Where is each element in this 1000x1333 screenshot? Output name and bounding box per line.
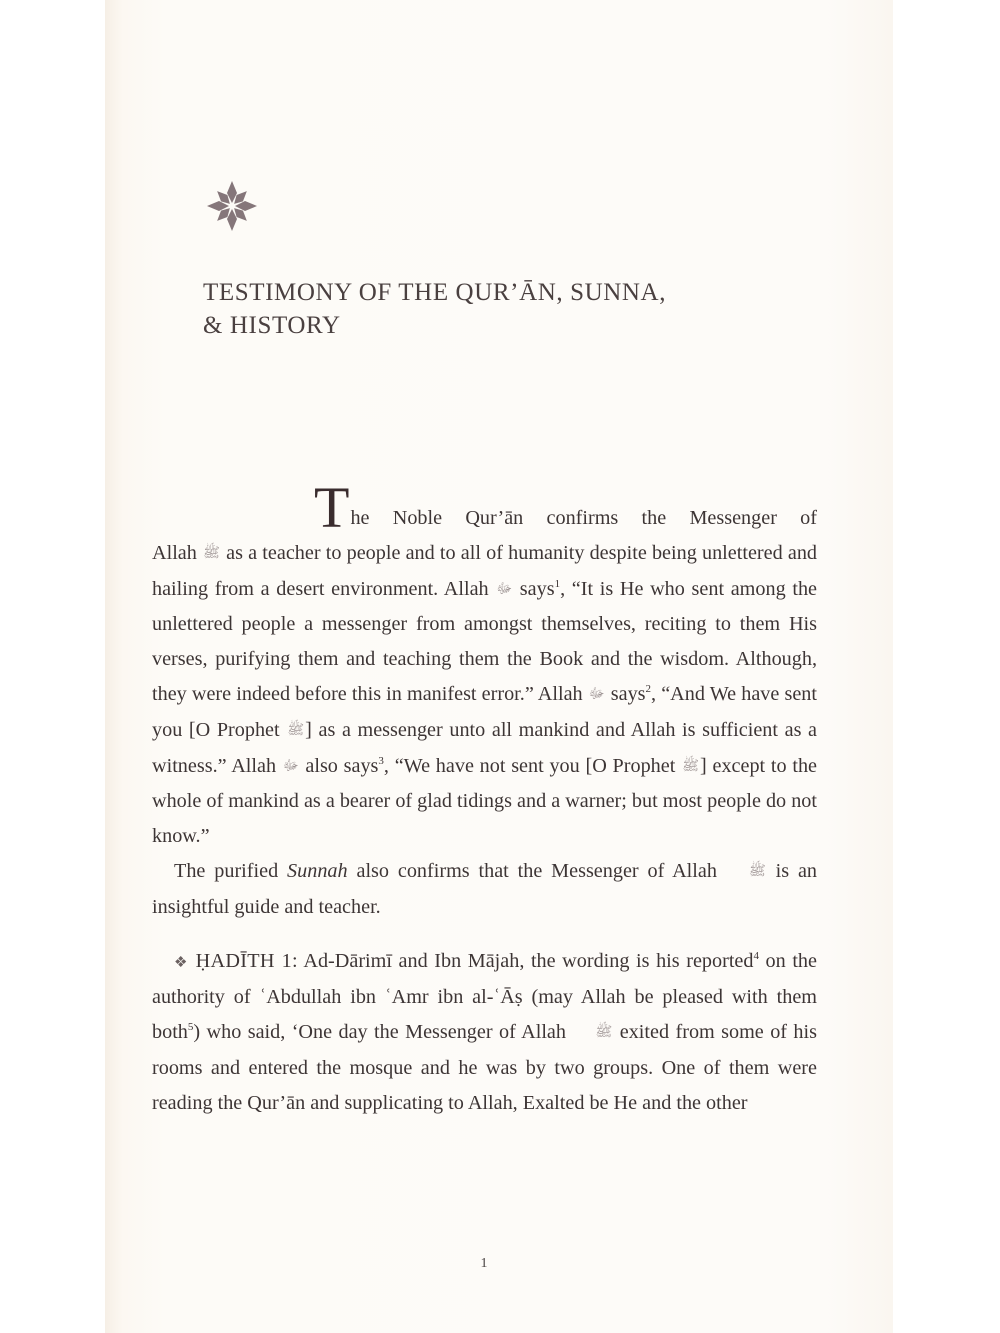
allah-honorific-icon: ﷻ [588, 686, 605, 702]
drop-cap: T [314, 475, 350, 540]
chapter-title [203, 276, 803, 342]
text-run: ] except to the whole of mankind as a bearer of glad tidings and a warner; but most people do not know.” [152, 754, 818, 848]
footnote-ref-1[interactable]: 1 [554, 577, 561, 590]
italic-term: Sunnah [287, 859, 348, 882]
bullet-ornament-icon: ❖ [174, 954, 189, 971]
text-run: exited from some of his rooms and entered the mosque and he was by two groups. One of them were reading the Qur’ān and supplicating to Allah, Exalted be He and the other [152, 1021, 817, 1114]
text-run: as a teacher to people and to all of humanity despite being unlettered and hailing from a desert environment. Allah [152, 541, 818, 600]
paragraph-sunnah [152, 854, 817, 925]
text-run: Allah [152, 541, 197, 564]
text-run: says [519, 577, 555, 600]
footnote-ref-3[interactable]: 3 [378, 754, 384, 767]
text-run: The purified [174, 859, 288, 882]
text-run: , “We have not sent you [O Prophet [383, 754, 676, 777]
allah-honorific-icon: ﷻ [496, 581, 513, 597]
text-run: also says [305, 754, 379, 777]
text-run: , “And We have sent you [O Prophet [152, 682, 818, 741]
prophet-honorific-icon: ﷺ [682, 758, 700, 774]
prophet-honorific-icon: ﷺ [287, 722, 305, 738]
text-run: , “It is He who sent among the unlettered people a messenger from amongst themselves, reciting to them His verses, purifying them and teaching them the Book and the wisdom. Although, they were indeed before this in manifest error.” Allah [152, 577, 817, 705]
eight-petal-star-icon [204, 178, 260, 234]
book-page [105, 0, 893, 1333]
body-text [152, 475, 818, 1121]
footnote-ref-4[interactable]: 4 [753, 949, 759, 962]
page-number: 1 [480, 1256, 488, 1271]
paragraph-quran-testimony [152, 475, 818, 854]
text-run: says [610, 682, 646, 705]
footnote-ref-5[interactable]: 5 [187, 1021, 194, 1034]
prophet-honorific-icon: ﷺ [595, 1025, 613, 1041]
first-line-text: he Noble Qur’ān confirms the Messenger of [350, 507, 817, 529]
text-run: is an insightful guide and teacher. [152, 859, 818, 918]
text-run: also confirms that the Messenger of Allah [347, 859, 717, 882]
chapter-title-line2: & HISTORY [203, 312, 341, 339]
allah-honorific-icon: ﷻ [282, 758, 299, 774]
text-run: on the authority of ʿAbdullah ibn ʿAmr ibn al-ʿĀṣ (may Allah be pleased with them both [152, 949, 817, 1044]
footnote-ref-2[interactable]: 2 [645, 682, 652, 695]
text-run: ) who said, ‘One day the Messenger of Allah [193, 1021, 566, 1044]
paragraph-hadith-1 [152, 944, 817, 1121]
first-line [152, 475, 817, 540]
prophet-honorific-icon: ﷺ [748, 863, 766, 879]
text-run: Ad-Dārimī and Ibn Mājah, the wording is his reported [297, 949, 754, 972]
hadith-label: ḤADĪTH 1: [195, 949, 298, 972]
chapter-title-line1: TESTIMONY OF THE QUR’ĀN, SUNNA, [203, 279, 667, 306]
ornament-svg [204, 178, 260, 234]
text-run: ] as a messenger unto all mankind and Allah is sufficient as a witness.” Allah [152, 718, 817, 777]
prophet-honorific-icon: ﷺ [203, 545, 220, 561]
